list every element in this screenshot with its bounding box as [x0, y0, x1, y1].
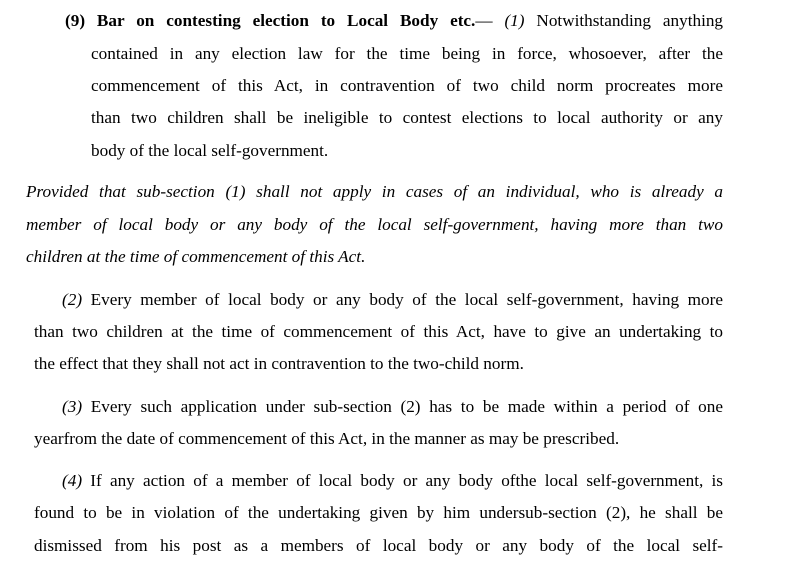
section-9-line-2: contained in any election law for the time being in force, whosoever, after the: [91, 44, 723, 63]
sub-section-3-line-1: [62, 396, 723, 418]
proviso-line-3: children at the time of commencement of this Act.: [26, 247, 366, 266]
section-9-heading: (9) Bar on contesting election to Local Body etc.: [65, 11, 476, 30]
section-9-line-4: than two children shall be ineligible to contest elections to local authority or any: [91, 108, 723, 127]
sub-section-4-line-3: dismissed from his post as a members of local body or any body of the local self-: [34, 536, 723, 555]
section-9-line-3: commencement of this Act, in contravention of two child norm procreates more: [91, 76, 723, 95]
sub-section-2-line-2: than two children at the time of commencement of this Act, have to give an undertaking to: [34, 322, 723, 341]
sub-section-4-number: (4): [62, 471, 83, 490]
section-9-line-1-text: Notwithstanding anything: [536, 11, 724, 30]
section-9-line-1: [65, 10, 723, 32]
sub-section-4-line-2: found to be in violation of the undertaking given by him undersub-section (2), he shall be: [34, 503, 723, 522]
proviso-line-1: Provided that sub-section (1) shall not apply in cases of an individual, who is already a: [26, 182, 723, 201]
sub-section-4-line-1-text: If any action of a member of local body or any body ofthe local self-government, is: [90, 471, 723, 490]
section-9-dash: —: [475, 11, 493, 30]
sub-section-3-line-1-text: Every such application under sub-section (2) has to be made within a period of one: [90, 397, 723, 416]
sub-section-3-line-2: yearfrom the date of commencement of this Act, in the manner as may be prescribed.: [34, 429, 620, 448]
sub-section-2-line-1: [62, 289, 723, 311]
sub-section-3-number: (3): [62, 397, 83, 416]
sub-section-2-line-1-text: Every member of local body or any body of the local self-government, having more: [90, 290, 723, 309]
proviso-line-2: member of local body or any body of the local self-government, having more than two: [26, 215, 723, 234]
sub-section-2-line-3: the effect that they shall not act in contravention to the two-child norm.: [34, 354, 524, 373]
section-9-line-5: body of the local self-government.: [91, 141, 329, 160]
sub-section-4-line-1: [62, 470, 723, 492]
sub-section-2-number: (2): [62, 290, 83, 309]
sub-section-1-number: (1): [504, 11, 525, 30]
